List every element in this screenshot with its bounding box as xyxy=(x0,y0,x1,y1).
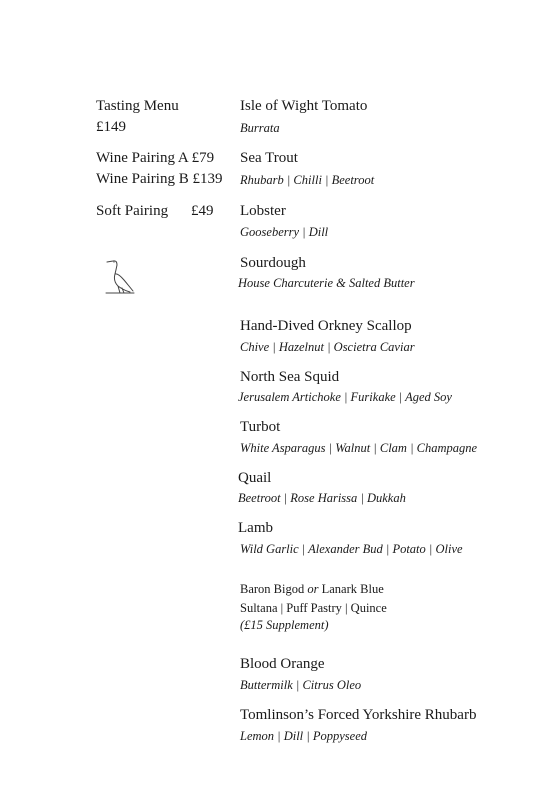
heron-icon xyxy=(104,256,136,294)
course-detail: Wild Garlic | Alexander Bud | Potato | Olive xyxy=(240,542,463,556)
cheese-option-b: Lanark Blue xyxy=(321,582,384,596)
course-detail: Sultana | Puff Pastry | Quince xyxy=(240,601,387,615)
wine-pairing-b: Wine Pairing B £139 xyxy=(96,171,223,187)
course-title: Blood Orange xyxy=(240,656,325,672)
course-detail: Jerusalem Artichoke | Furikake | Aged Soy xyxy=(238,390,452,404)
course-title: North Sea Squid xyxy=(240,369,340,385)
course-detail: White Asparagus | Walnut | Clam | Champagne xyxy=(240,441,478,455)
course-title: Turbot xyxy=(240,419,281,435)
course-title: Sourdough xyxy=(240,255,306,271)
course-title: Hand-Dived Orkney Scallop xyxy=(240,318,412,334)
course-title: Tomlinson’s Forced Yorkshire Rhubarb xyxy=(240,707,477,723)
course-title: Lobster xyxy=(240,203,286,219)
course-detail: Buttermilk | Citrus Oleo xyxy=(240,678,362,692)
course-detail: Beetroot | Rose Harissa | Dukkah xyxy=(238,491,406,505)
tasting-menu-label: Tasting Menu xyxy=(96,98,179,114)
wine-pairing-a: Wine Pairing A £79 xyxy=(96,150,215,166)
cheese-option-a: Baron Bigod xyxy=(240,582,305,596)
course-detail: Lemon | Dill | Poppyseed xyxy=(240,729,367,743)
tasting-menu-price: £149 xyxy=(96,119,126,135)
course-detail: Rhubarb | Chilli | Beetroot xyxy=(240,173,375,187)
course-title: Lamb xyxy=(238,520,273,536)
soft-pairing-label: Soft Pairing xyxy=(96,203,169,219)
cheese-or: or xyxy=(307,582,319,596)
course-detail: Chive | Hazelnut | Oscietra Caviar xyxy=(240,340,415,354)
course-detail: Burrata xyxy=(240,121,280,135)
course-title: Quail xyxy=(238,470,272,486)
course-title-cheese xyxy=(240,582,384,597)
course-title: Sea Trout xyxy=(240,150,298,166)
course-title: Isle of Wight Tomato xyxy=(240,98,368,114)
supplement-note: (£15 Supplement) xyxy=(240,618,329,632)
course-detail: House Charcuterie & Salted Butter xyxy=(238,276,415,290)
soft-pairing-price: £49 xyxy=(191,203,214,219)
course-detail: Gooseberry | Dill xyxy=(240,225,329,239)
